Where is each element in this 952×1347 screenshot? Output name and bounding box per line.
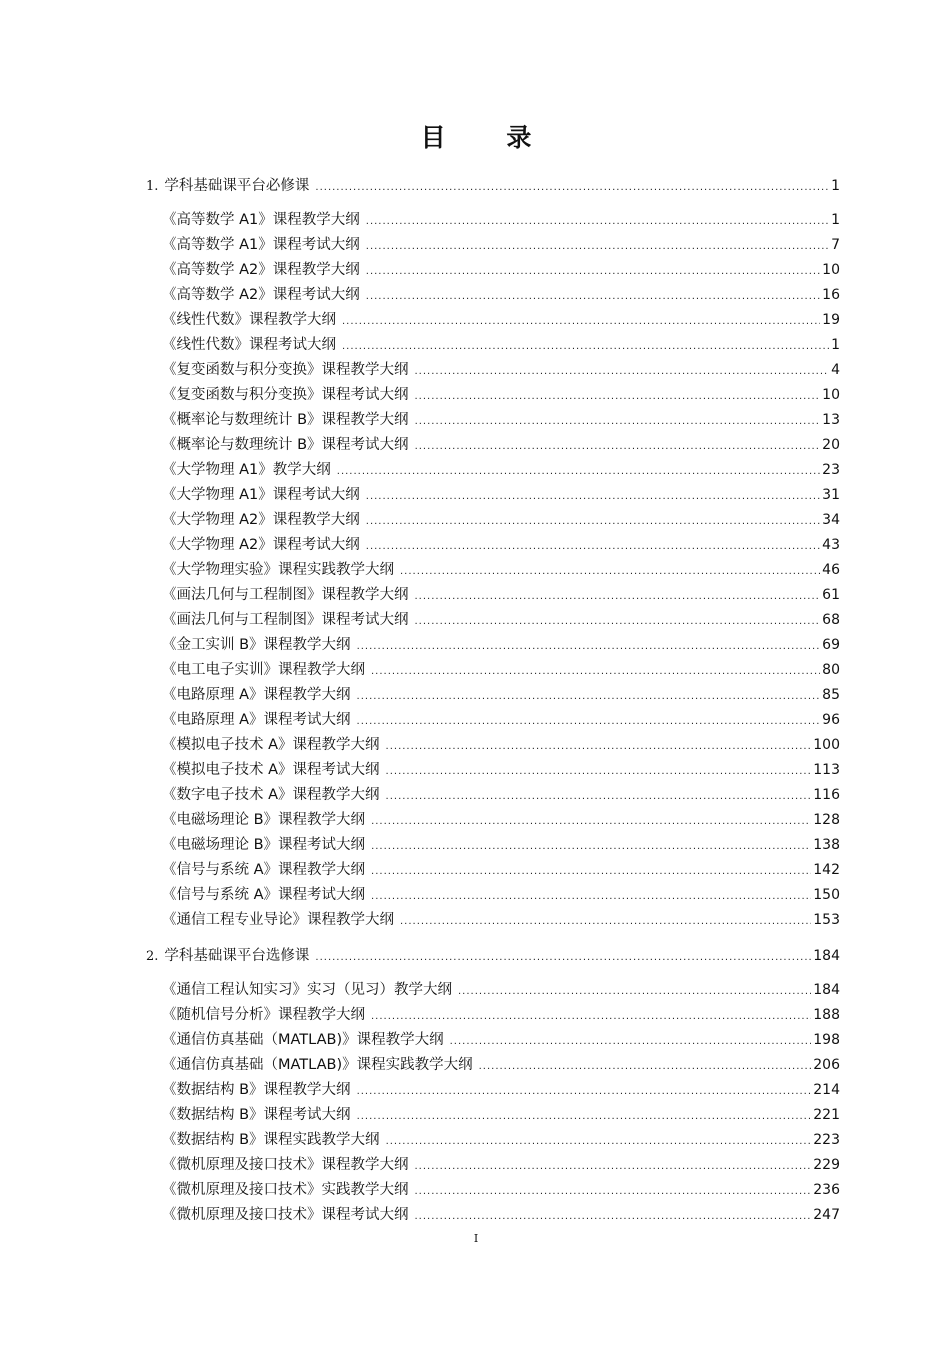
toc-item-page-number: 1 <box>831 212 840 228</box>
toc-item-page-number: 206 <box>813 1057 840 1073</box>
toc-leader-dots <box>415 1204 812 1229</box>
toc-item-page-number: 229 <box>813 1157 840 1173</box>
toc-item-entry[interactable] <box>146 1003 840 1028</box>
toc-item-entry[interactable] <box>146 208 840 233</box>
toc-section-entry[interactable] <box>146 943 840 969</box>
toc-item-label: 《高等数学 A2》课程考试大纲 <box>162 287 360 303</box>
toc-item-entry[interactable] <box>146 1103 840 1128</box>
toc-item-label: 《微机原理及接口技术》实践教学大纲 <box>162 1182 409 1198</box>
toc-item-entry[interactable] <box>146 533 840 558</box>
toc-leader-dots <box>366 234 829 259</box>
toc-item-entry[interactable] <box>146 1128 840 1153</box>
toc-leader-dots <box>366 534 820 559</box>
toc-item-label: 《信号与系统 A》课程考试大纲 <box>162 887 366 903</box>
toc-leader-dots <box>458 979 811 1004</box>
toc-item-page-number: 85 <box>822 687 840 703</box>
toc-leader-dots <box>337 459 820 484</box>
toc-item-entry[interactable] <box>146 1078 840 1103</box>
toc-item-label: 《概率论与数理统计 B》课程考试大纲 <box>162 437 409 453</box>
toc-item-entry[interactable] <box>146 783 840 808</box>
toc-leader-dots <box>371 809 811 834</box>
toc-item-page-number: 221 <box>813 1107 840 1123</box>
toc-item-entry[interactable] <box>146 978 840 1003</box>
toc-item-entry[interactable] <box>146 908 840 933</box>
toc-leader-dots <box>386 784 812 809</box>
toc-item-entry[interactable] <box>146 358 840 383</box>
toc-item-page-number: 61 <box>822 587 840 603</box>
toc-section-page-number: 184 <box>813 948 840 964</box>
section-spacer <box>146 969 840 978</box>
toc-item-page-number: 142 <box>813 862 840 878</box>
toc-item-entry[interactable] <box>146 583 840 608</box>
toc-item-label: 《电路原理 A》课程考试大纲 <box>162 712 351 728</box>
toc-item-page-number: 13 <box>822 412 840 428</box>
toc-item-page-number: 113 <box>813 762 840 778</box>
toc-leader-dots <box>371 859 811 884</box>
toc-item-label: 《高等数学 A1》课程考试大纲 <box>162 237 360 253</box>
toc-leader-dots <box>386 759 812 784</box>
toc-leader-dots <box>366 509 820 534</box>
toc-item-label: 《画法几何与工程制图》课程考试大纲 <box>162 612 409 628</box>
toc-item-label: 《数据结构 B》课程教学大纲 <box>162 1082 351 1098</box>
toc-leader-dots <box>415 1154 812 1179</box>
toc-item-page-number: 198 <box>813 1032 840 1048</box>
toc-item-entry[interactable] <box>146 1178 840 1203</box>
toc-item-label: 《线性代数》课程考试大纲 <box>162 337 336 353</box>
toc-item-page-number: 43 <box>822 537 840 553</box>
toc-item-page-number: 31 <box>822 487 840 503</box>
page-footer-number: I <box>473 1232 479 1245</box>
toc-leader-dots <box>371 884 811 909</box>
toc-item-label: 《高等数学 A1》课程教学大纲 <box>162 212 360 228</box>
toc-leader-dots <box>315 175 829 200</box>
page-title: 目 录 <box>420 123 558 152</box>
toc-item-entry[interactable] <box>146 708 840 733</box>
toc-leader-dots <box>371 1004 811 1029</box>
toc-item-label: 《数据结构 B》课程实践教学大纲 <box>162 1132 380 1148</box>
toc-item-entry[interactable] <box>146 233 840 258</box>
toc-leader-dots <box>315 945 811 970</box>
toc-item-page-number: 236 <box>813 1182 840 1198</box>
toc-item-entry[interactable] <box>146 483 840 508</box>
toc-item-page-number: 138 <box>813 837 840 853</box>
toc-item-label: 《金工实训 B》课程教学大纲 <box>162 637 351 653</box>
toc-item-entry[interactable] <box>146 608 840 633</box>
toc-item-page-number: 96 <box>822 712 840 728</box>
toc-item-entry[interactable] <box>146 508 840 533</box>
toc-leader-dots <box>415 584 821 609</box>
toc-item-label: 《大学物理实验》课程实践教学大纲 <box>162 562 394 578</box>
toc-item-label: 《复变函数与积分变换》课程考试大纲 <box>162 387 409 403</box>
toc-leader-dots <box>479 1054 812 1079</box>
toc-item-page-number: 4 <box>831 362 840 378</box>
toc-item-page-number: 34 <box>822 512 840 528</box>
toc-item-label: 《通信仿真基础（MATLAB)》课程教学大纲 <box>162 1032 444 1048</box>
toc-section-entry[interactable] <box>146 173 840 199</box>
toc-item-entry[interactable] <box>146 458 840 483</box>
toc-item-entry[interactable] <box>146 283 840 308</box>
toc-leader-dots <box>366 209 829 234</box>
toc-item-page-number: 100 <box>813 737 840 753</box>
toc-item-page-number: 20 <box>822 437 840 453</box>
toc-leader-dots <box>342 309 820 334</box>
toc-item-entry[interactable] <box>146 308 840 333</box>
toc-item-entry[interactable] <box>146 1203 840 1228</box>
toc-leader-dots <box>450 1029 812 1054</box>
toc-leader-dots <box>342 334 829 359</box>
toc-item-page-number: 247 <box>813 1207 840 1223</box>
toc-item-label: 《高等数学 A2》课程教学大纲 <box>162 262 360 278</box>
toc-item-label: 《模拟电子技术 A》课程考试大纲 <box>162 762 380 778</box>
toc-item-label: 《数据结构 B》课程考试大纲 <box>162 1107 351 1123</box>
toc-item-entry[interactable] <box>146 383 840 408</box>
toc-section-number: 2. <box>146 949 159 964</box>
table-of-contents <box>146 173 840 1228</box>
toc-item-label: 《大学物理 A1》课程考试大纲 <box>162 487 360 503</box>
section-spacer <box>146 199 840 208</box>
toc-item-entry[interactable] <box>146 258 840 283</box>
toc-section-label: 学科基础课平台必修课 <box>164 178 310 194</box>
toc-item-entry[interactable] <box>146 658 840 683</box>
toc-item-label: 《电路原理 A》课程教学大纲 <box>162 687 351 703</box>
toc-item-entry[interactable] <box>146 333 840 358</box>
toc-item-label: 《复变函数与积分变换》课程教学大纲 <box>162 362 409 378</box>
toc-item-page-number: 68 <box>822 612 840 628</box>
toc-section-page-number: 1 <box>831 178 840 194</box>
toc-leader-dots <box>357 709 821 734</box>
toc-item-label: 《随机信号分析》课程教学大纲 <box>162 1007 365 1023</box>
toc-item-entry[interactable] <box>146 633 840 658</box>
toc-item-page-number: 23 <box>822 462 840 478</box>
toc-item-label: 《通信工程专业导论》课程教学大纲 <box>162 912 394 928</box>
toc-item-entry[interactable] <box>146 883 840 908</box>
toc-item-entry[interactable] <box>146 683 840 708</box>
toc-item-label: 《线性代数》课程教学大纲 <box>162 312 336 328</box>
toc-item-label: 《电磁场理论 B》课程教学大纲 <box>162 812 366 828</box>
toc-item-entry[interactable] <box>146 1153 840 1178</box>
toc-item-entry[interactable] <box>146 833 840 858</box>
toc-item-label: 《微机原理及接口技术》课程教学大纲 <box>162 1157 409 1173</box>
toc-item-page-number: 80 <box>822 662 840 678</box>
toc-item-page-number: 46 <box>822 562 840 578</box>
toc-item-page-number: 214 <box>813 1082 840 1098</box>
toc-item-page-number: 19 <box>822 312 840 328</box>
toc-leader-dots <box>386 734 812 759</box>
toc-item-label: 《电磁场理论 B》课程考试大纲 <box>162 837 366 853</box>
toc-leader-dots <box>386 1129 812 1154</box>
toc-leader-dots <box>366 259 820 284</box>
toc-leader-dots <box>400 559 820 584</box>
toc-item-label: 《画法几何与工程制图》课程教学大纲 <box>162 587 409 603</box>
toc-item-label: 《大学物理 A2》课程教学大纲 <box>162 512 360 528</box>
toc-item-page-number: 128 <box>813 812 840 828</box>
toc-leader-dots <box>357 1079 812 1104</box>
toc-item-entry[interactable] <box>146 1028 840 1053</box>
toc-item-label: 《概率论与数理统计 B》课程教学大纲 <box>162 412 409 428</box>
toc-item-page-number: 223 <box>813 1132 840 1148</box>
toc-item-page-number: 116 <box>813 787 840 803</box>
toc-item-page-number: 16 <box>822 287 840 303</box>
toc-item-label: 《电工电子实训》课程教学大纲 <box>162 662 365 678</box>
toc-item-entry[interactable] <box>146 733 840 758</box>
toc-item-page-number: 10 <box>822 262 840 278</box>
toc-leader-dots <box>357 684 821 709</box>
toc-section-label: 学科基础课平台选修课 <box>164 948 310 964</box>
toc-leader-dots <box>400 909 811 934</box>
toc-leader-dots <box>371 659 820 684</box>
toc-leader-dots <box>415 359 830 384</box>
toc-leader-dots <box>415 609 821 634</box>
toc-leader-dots <box>371 834 811 859</box>
toc-item-page-number: 10 <box>822 387 840 403</box>
toc-leader-dots <box>366 484 820 509</box>
toc-item-entry[interactable] <box>146 858 840 883</box>
toc-item-label: 《通信仿真基础（MATLAB)》课程实践教学大纲 <box>162 1057 473 1073</box>
toc-item-label: 《微机原理及接口技术》课程考试大纲 <box>162 1207 409 1223</box>
toc-item-label: 《信号与系统 A》课程教学大纲 <box>162 862 366 878</box>
toc-item-label: 《大学物理 A1》教学大纲 <box>162 462 331 478</box>
toc-item-entry[interactable] <box>146 758 840 783</box>
toc-leader-dots <box>415 1179 812 1204</box>
toc-leader-dots <box>415 384 821 409</box>
toc-item-page-number: 153 <box>813 912 840 928</box>
toc-item-page-number: 1 <box>831 337 840 353</box>
toc-item-page-number: 188 <box>813 1007 840 1023</box>
toc-item-label: 《数字电子技术 A》课程教学大纲 <box>162 787 380 803</box>
toc-item-page-number: 150 <box>813 887 840 903</box>
toc-leader-dots <box>366 284 820 309</box>
toc-item-page-number: 184 <box>813 982 840 998</box>
toc-leader-dots <box>357 1104 812 1129</box>
toc-item-label: 《大学物理 A2》课程考试大纲 <box>162 537 360 553</box>
toc-leader-dots <box>415 434 821 459</box>
toc-item-label: 《通信工程认知实习》实习（见习）教学大纲 <box>162 982 452 998</box>
toc-leader-dots <box>415 409 821 434</box>
toc-item-entry[interactable] <box>146 408 840 433</box>
toc-item-entry[interactable] <box>146 1053 840 1078</box>
toc-item-entry[interactable] <box>146 558 840 583</box>
toc-item-entry[interactable] <box>146 433 840 458</box>
toc-section-number: 1. <box>146 179 159 194</box>
toc-item-page-number: 69 <box>822 637 840 653</box>
toc-item-page-number: 7 <box>831 237 840 253</box>
toc-item-label: 《模拟电子技术 A》课程教学大纲 <box>162 737 380 753</box>
toc-item-entry[interactable] <box>146 808 840 833</box>
toc-leader-dots <box>357 634 821 659</box>
